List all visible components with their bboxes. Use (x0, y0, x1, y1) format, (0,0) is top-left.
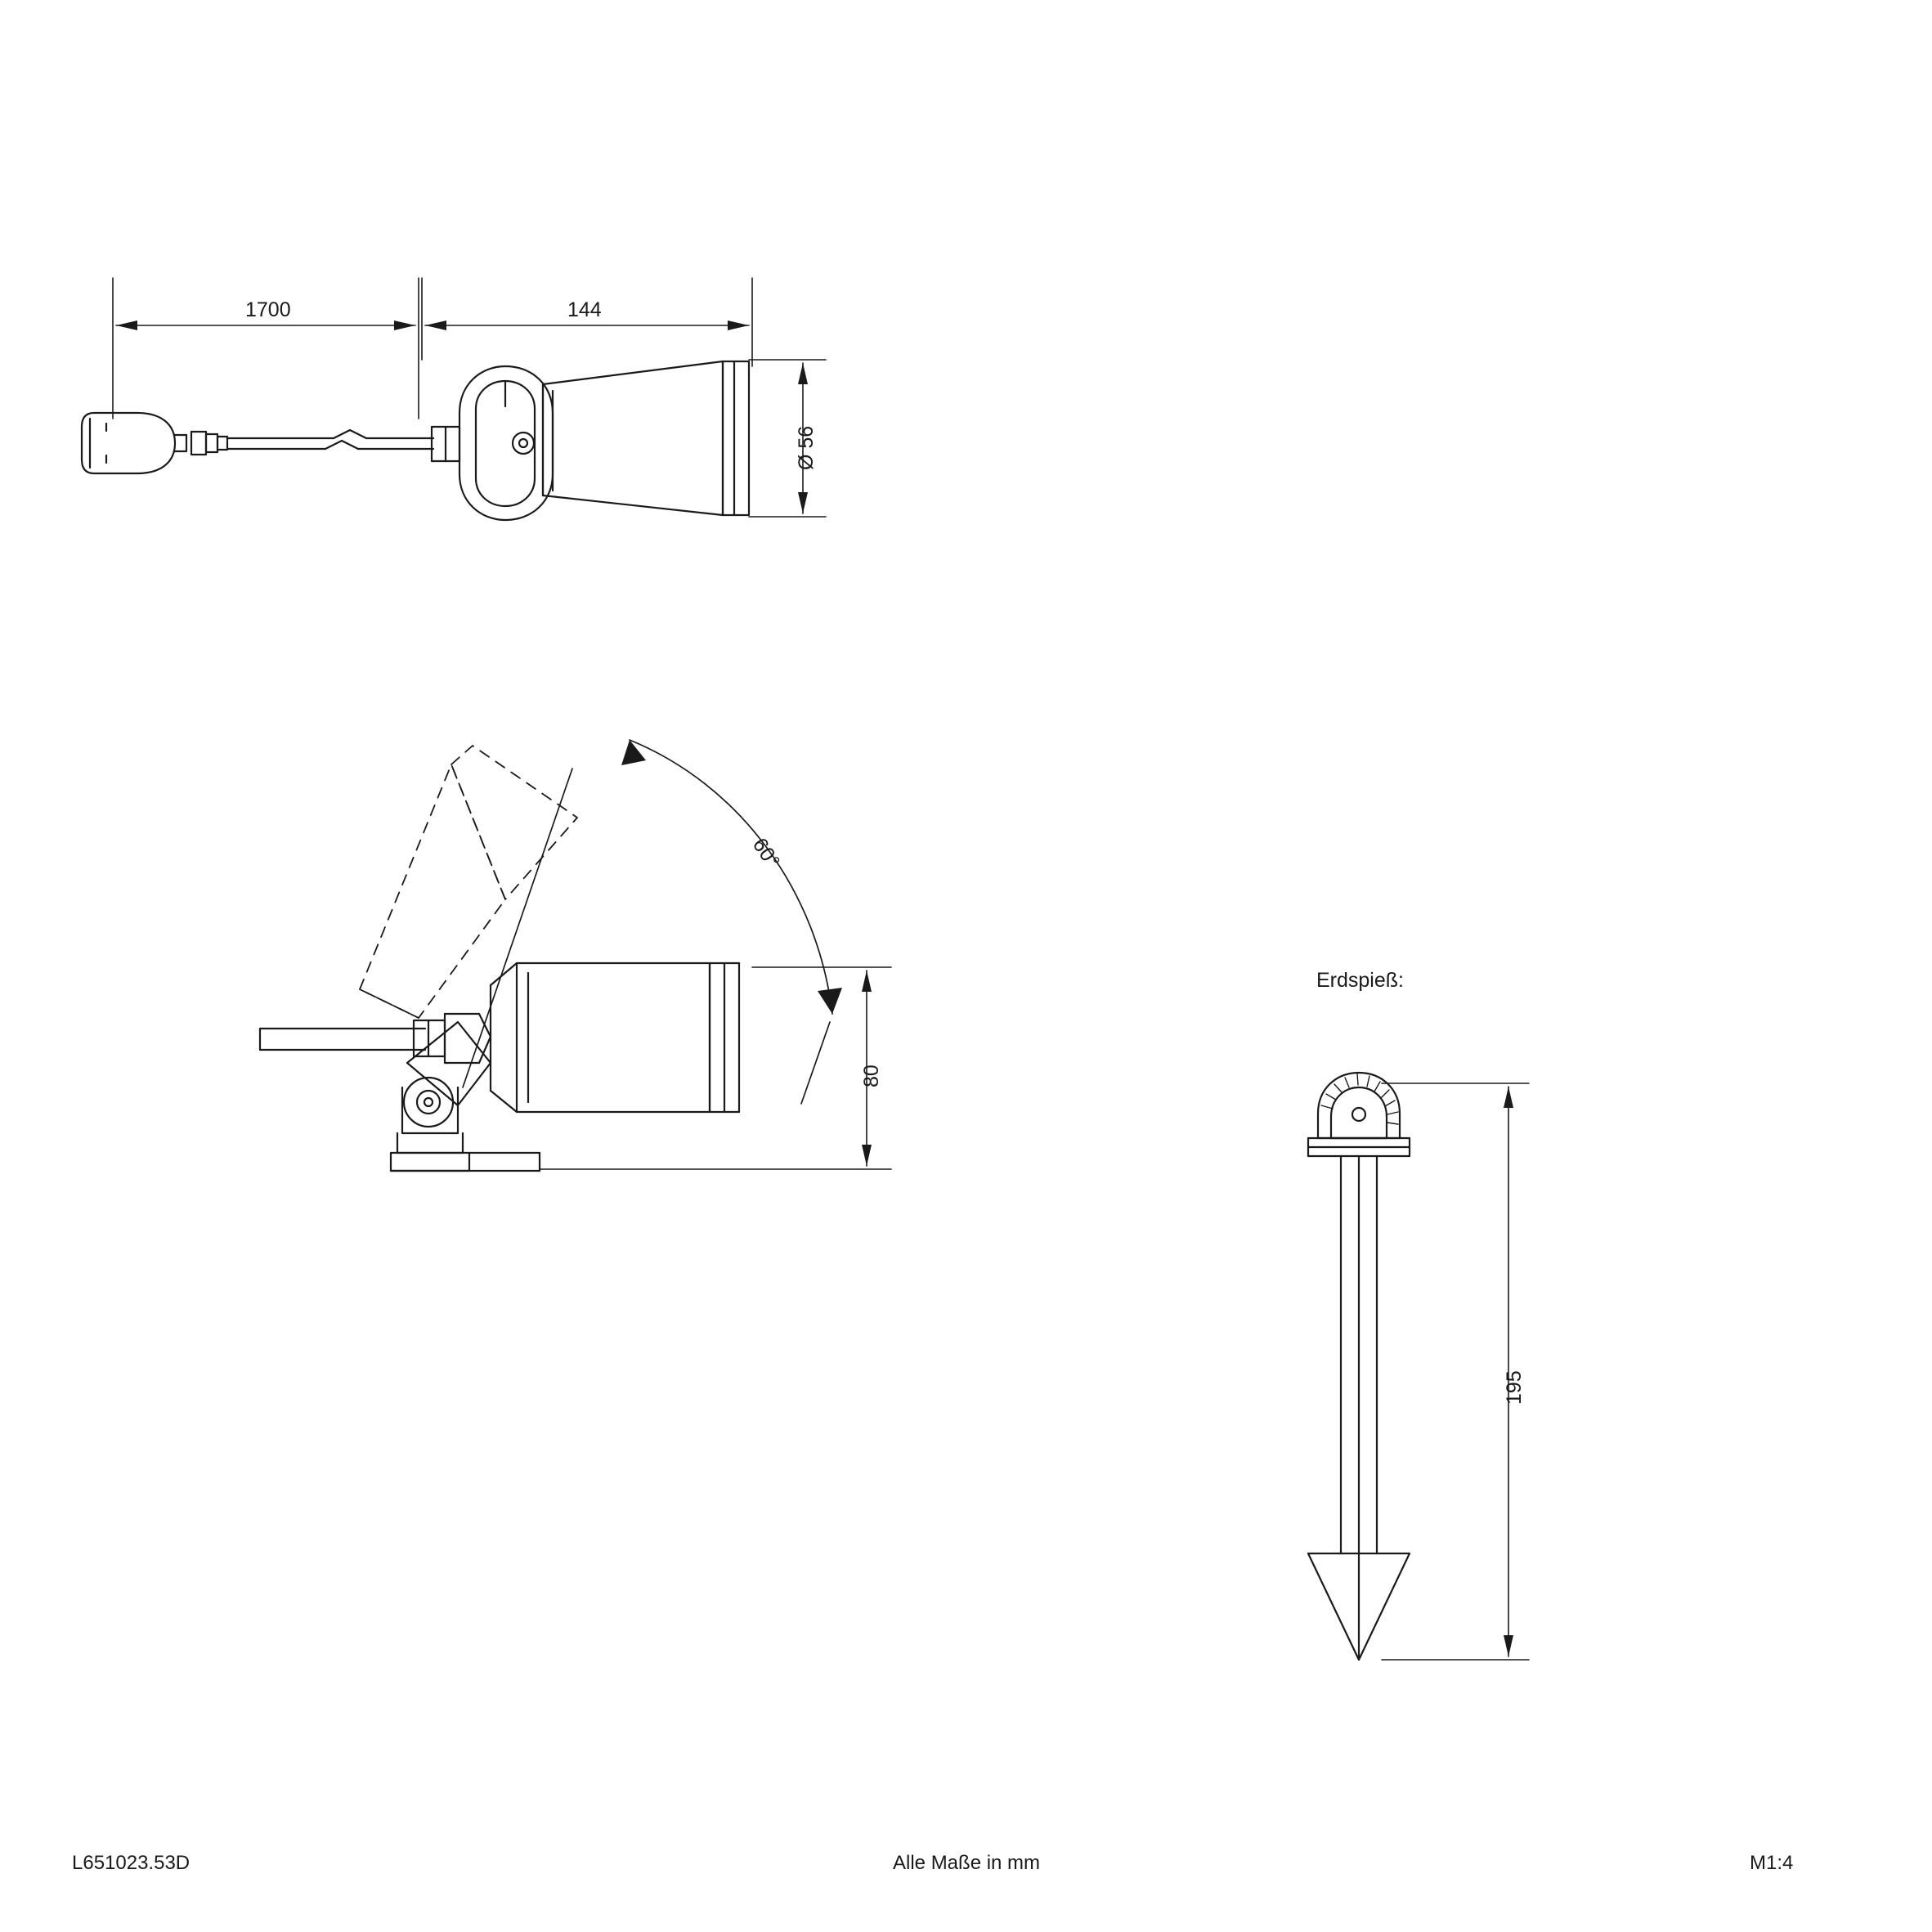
luminaire-body (543, 361, 749, 515)
dimension-label-diameter-56: Ø 56 (795, 425, 818, 470)
angle-arc-60 (463, 740, 842, 1104)
swivel-bracket (459, 366, 553, 520)
mounting-base (391, 1133, 540, 1171)
dimension-144 (422, 278, 752, 366)
drawing-number: L651023.53D (72, 1852, 191, 1874)
ground-spike-caption: Erdspieß: (1316, 969, 1404, 992)
units-note: Alle Maße in mm (893, 1852, 1041, 1874)
dimension-label-195: 195 (1503, 1370, 1526, 1405)
mains-plug (82, 413, 227, 473)
dimension-label-80: 80 (860, 1065, 883, 1087)
luminaire-body-side (491, 963, 739, 1112)
spike-shaft (1341, 1156, 1377, 1553)
top-view-group (82, 278, 826, 520)
spike-knurled-head (1318, 1073, 1400, 1138)
cable-stub (260, 1029, 425, 1050)
ground-spike-group (1308, 1073, 1529, 1660)
spike-collar (1308, 1138, 1410, 1156)
spike-point (1308, 1553, 1410, 1660)
swivel-joint (402, 1014, 491, 1133)
side-view-group (260, 740, 891, 1171)
supply-cable (227, 430, 433, 449)
cable-gland (432, 427, 459, 461)
dimension-80 (540, 967, 891, 1169)
dimension-label-144: 144 (567, 298, 602, 321)
scale-label: M1:4 (1750, 1852, 1794, 1874)
dimension-label-60-degree: 60° (747, 834, 785, 873)
dimension-label-1700: 1700 (245, 298, 291, 321)
ghost-position (360, 746, 577, 1018)
